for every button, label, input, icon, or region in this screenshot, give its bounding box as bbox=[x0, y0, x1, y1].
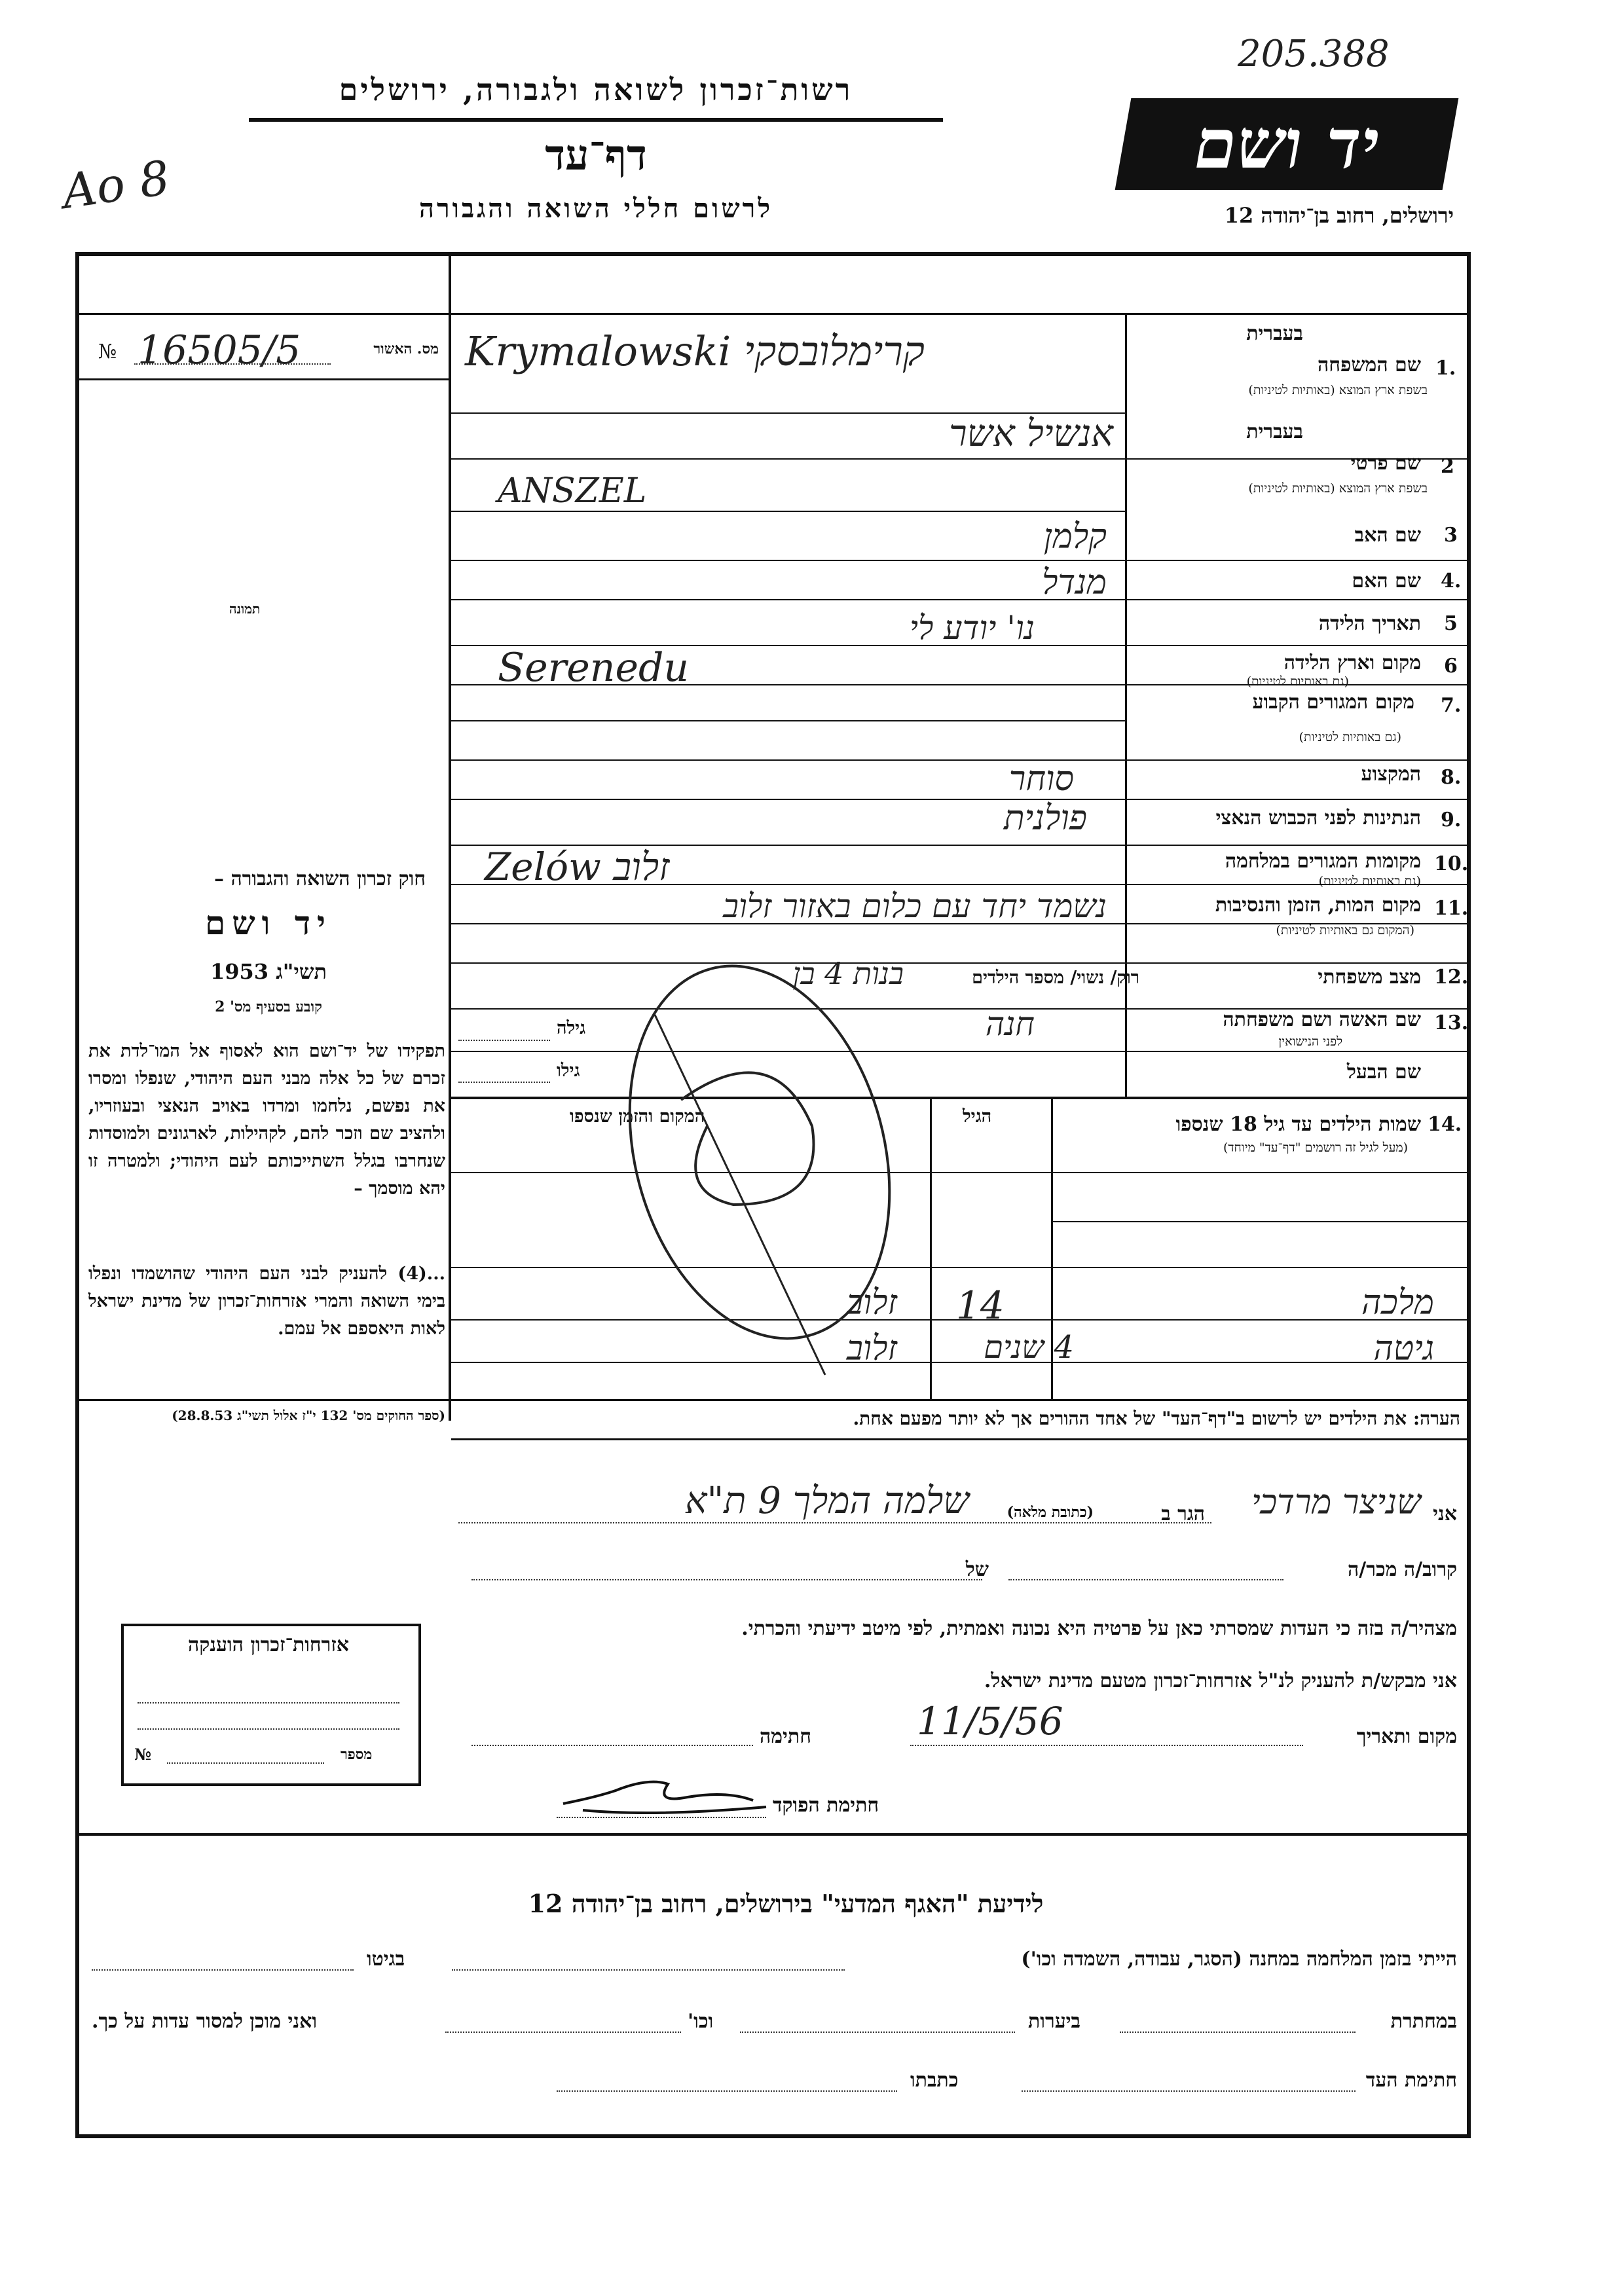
children-num: 14. bbox=[1428, 1113, 1462, 1136]
law-title: חוק זכרון השואה והגבורה – bbox=[214, 867, 426, 890]
field-4-value: מנדל bbox=[1042, 563, 1107, 602]
field-4-num: 4. bbox=[1441, 570, 1462, 592]
field-8-num: 8. bbox=[1441, 766, 1462, 789]
field-2-lang: בעברית bbox=[1246, 420, 1303, 443]
field-6-label: מקום וארץ הלידה bbox=[1283, 651, 1421, 674]
field-12-num: 12. bbox=[1434, 966, 1469, 989]
law-clause: קובע בסעיף מס' 2 bbox=[215, 998, 322, 1015]
archive-number: 205.388 bbox=[1238, 33, 1390, 75]
authority-name: רשות־זכרון לשואה ולגבורה, ירושלים bbox=[339, 72, 853, 107]
child-1-name: מלכה bbox=[1361, 1283, 1434, 1322]
law-big: יד ושם bbox=[205, 903, 332, 942]
field-10-note: (גם באותיות לטיניות) bbox=[1318, 874, 1421, 888]
field-12-label: מצב משפחתי bbox=[1318, 966, 1421, 989]
field-6-value: Serenedu bbox=[498, 645, 690, 691]
field-9-num: 9. bbox=[1441, 809, 1462, 831]
decl-addr-label: (כתובת מלאה) bbox=[1006, 1504, 1094, 1521]
citizenship-title: אזרחות־זכרון הוענקה bbox=[187, 1633, 350, 1656]
decl-date-value: 11/5/56 bbox=[917, 1699, 1063, 1743]
field-13-num: 13. bbox=[1434, 1011, 1469, 1034]
bottom-line1: הייתי בזמן המלחמה במחנה (הסגר, עבודה, השמדה וכו') bbox=[1021, 1948, 1457, 1971]
husband-label: שם הבעל bbox=[1346, 1061, 1421, 1084]
decl-name: שניצר מרדכי bbox=[1251, 1483, 1421, 1522]
field-4-label: שם האם bbox=[1352, 570, 1421, 592]
field-11-num: 11. bbox=[1434, 897, 1469, 920]
children-note: (מעל לגיל זה רושמים "דף־עד" מיוחד) bbox=[1223, 1140, 1408, 1155]
field-10-label: מקומות המגורים במלחמה bbox=[1225, 850, 1421, 873]
approval-label: מס. האשור bbox=[373, 340, 439, 357]
field-13-label: שם האשה ושם משפחתה bbox=[1223, 1008, 1421, 1031]
decl-ani: אני bbox=[1433, 1503, 1457, 1525]
bottom-willing: ואני מוכן למסור עדות על כך. bbox=[92, 2010, 318, 2033]
bottom-underground: במחתרת bbox=[1390, 2010, 1457, 2033]
field-6-num: 6 bbox=[1444, 655, 1458, 678]
field-8-label: המקצוע bbox=[1361, 763, 1421, 786]
logo-text: יד ושם bbox=[1194, 103, 1380, 184]
field-3-num: 3 bbox=[1444, 524, 1458, 547]
law-year: תשי"ג 1953 bbox=[210, 959, 327, 984]
bottom-title: לידיעת "האגף המדעי" בירושלים, רחוב בן־יהודה 12 bbox=[528, 1889, 1044, 1918]
photo-label: תמונה bbox=[229, 601, 261, 617]
field-5-label: תאריך הלידה bbox=[1318, 612, 1421, 635]
decl-statement-1: מצהיר/ה בזה כי העדות שמסרתי כאן על פרטיה היא נכונה ואמתית, לפי מיטב ידיעתי והכרתי. bbox=[741, 1617, 1457, 1640]
field-9-label: הנתינות לפני הכבוש הנאצי bbox=[1215, 807, 1421, 829]
field-1-num: 1. bbox=[1435, 357, 1456, 380]
decl-statement-2: אני מבקש/ת להעניק לנ"ל אזרחות־זכרון מטעם מדינת ישראל. bbox=[984, 1669, 1457, 1692]
child-1-place: זלוב bbox=[846, 1283, 897, 1322]
decl-issuer-signature: חתימת הפוקד bbox=[773, 1794, 879, 1817]
decl-of: של bbox=[965, 1558, 989, 1581]
bottom-forest: ביערות bbox=[1028, 2010, 1081, 2033]
field-2-num: 2 bbox=[1441, 455, 1454, 478]
decl-ha-gar: הגר ב bbox=[1161, 1503, 1205, 1525]
field-3-label: שם האב bbox=[1354, 524, 1421, 547]
law-body-2: ...(4) להעניק לבני העם היהודי שהושמדו ונפלו בימי השואה והמרי אזרחות־זכרון של מדינת ישראל לאות היאספם אל עמם. bbox=[88, 1264, 445, 1339]
approval-no-mark: № bbox=[98, 340, 117, 363]
field-1-note: בשפת ארץ המוצא (באותיות לטיניות) bbox=[1248, 383, 1428, 397]
field-1-value: Krymalowski קרימלובסקי bbox=[465, 327, 925, 375]
margin-note: Ao 8 bbox=[58, 149, 174, 220]
field-11-label: מקום המות, הזמן והנסיבות bbox=[1215, 894, 1421, 917]
address: ירושלים, רחוב בן־יהודה 12 bbox=[1224, 203, 1454, 228]
field-7-num: 7. bbox=[1441, 694, 1462, 717]
field-7-label: מקום המגורים הקבוע bbox=[1252, 691, 1414, 714]
field-9-value: פולנית bbox=[1003, 799, 1087, 838]
children-label: שמות הילדים עד גיל 18 שנספו bbox=[1175, 1113, 1421, 1136]
children-col-place: המקום והזמן שנספו bbox=[570, 1106, 705, 1127]
field-8-value: סוחר bbox=[1008, 759, 1074, 799]
bottom-ghetto: בגיטו bbox=[367, 1948, 405, 1971]
bottom-address: כתבתו bbox=[910, 2069, 959, 2092]
age-label-f: גילה bbox=[557, 1018, 586, 1038]
age-label-m: גילו bbox=[557, 1061, 580, 1081]
field-10-value: Zelów זלוב bbox=[485, 845, 670, 889]
field-2-value-lat: ANSZEL bbox=[498, 471, 647, 511]
field-3-value: קלמן bbox=[1043, 517, 1107, 556]
approval-number: 16505/5 bbox=[138, 327, 301, 373]
decl-relative: קרוב/ה מכר/ה bbox=[1348, 1558, 1457, 1581]
field-11-value: נשמד יחד עם כלום באזור זלוב bbox=[722, 887, 1107, 925]
child-1-age: 14 bbox=[956, 1283, 1005, 1328]
field-6-note: (גם באותיות לטיניות) bbox=[1246, 674, 1349, 689]
ink-scribble bbox=[576, 956, 917, 1427]
decl-address: שלמה המלך 9 ת"א bbox=[684, 1480, 969, 1522]
citizenship-number-label: מספר bbox=[341, 1746, 373, 1763]
field-2-label: שם פרטי bbox=[1350, 452, 1421, 475]
field-5-num: 5 bbox=[1444, 612, 1458, 635]
form-subtitle: לרשום חללי השואה והגבורה bbox=[418, 193, 773, 224]
field-2-value-he: אנשיל אשר bbox=[949, 412, 1113, 455]
child-2-age: 4 שנים bbox=[984, 1329, 1074, 1366]
law-citation: (ספר החוקים מס' 132 י"ז אלול תשי"ג 28.8.53) bbox=[172, 1408, 445, 1423]
family-prefix: רוק/ נשוי/ מספר הילדים bbox=[972, 968, 1139, 988]
field-7-note: (גם באותיות לטיניות) bbox=[1299, 730, 1401, 744]
children-col-age: הגיל bbox=[963, 1106, 992, 1127]
child-2-place: זלוב bbox=[846, 1329, 897, 1368]
decl-signature: חתימה bbox=[760, 1725, 811, 1748]
decl-place-date: מקום ותאריך bbox=[1356, 1725, 1457, 1748]
bottom-witness-sig: חתימת העד bbox=[1365, 2069, 1457, 2092]
field-11-note: (המקום גם באותיות לטיניות) bbox=[1276, 923, 1414, 938]
field-10-num: 10. bbox=[1434, 852, 1469, 875]
form-title: דף־עד bbox=[545, 131, 647, 180]
law-body: תפקידו של יד־ושם הוא לאסוף אל המו־לדת את זכרם של כל אלה מבני העם היהודי, שנפלו ומסרו את נפשם, נלחמו ומרדו באויב הנאצי ובעוזריו, ולהציב שם וזכר להם, לקהילות, לארגונים ולמוסדות שנחרבו בגלל השתייכותם לעם היהודי; ולמטרה זו יהא מוסמך – bbox=[88, 1041, 445, 1199]
issuer-signature-scrawl bbox=[557, 1764, 773, 1823]
field-13-note: לפני הנישואין bbox=[1278, 1034, 1342, 1049]
field-1-lang: בעברית bbox=[1246, 322, 1303, 345]
remark: הערה: את הילדים יש לרשום ב"דף־העד" של אחד ההורים אך לא יותר מפעם אחת. bbox=[853, 1408, 1460, 1429]
field-5-value: נו' יודע לי bbox=[909, 609, 1035, 647]
field-1-label: שם המשפחה bbox=[1317, 354, 1421, 376]
citizenship-no-mark: № bbox=[134, 1745, 152, 1764]
field-13-value: חנה bbox=[985, 1005, 1035, 1043]
field-2-note: בשפת ארץ המוצא (באותיות לטיניות) bbox=[1248, 481, 1428, 496]
family-rest: בנות 4 בן bbox=[792, 956, 904, 991]
bottom-etc: וכו' bbox=[688, 2010, 714, 2033]
child-2-name: גיטה bbox=[1373, 1329, 1434, 1368]
